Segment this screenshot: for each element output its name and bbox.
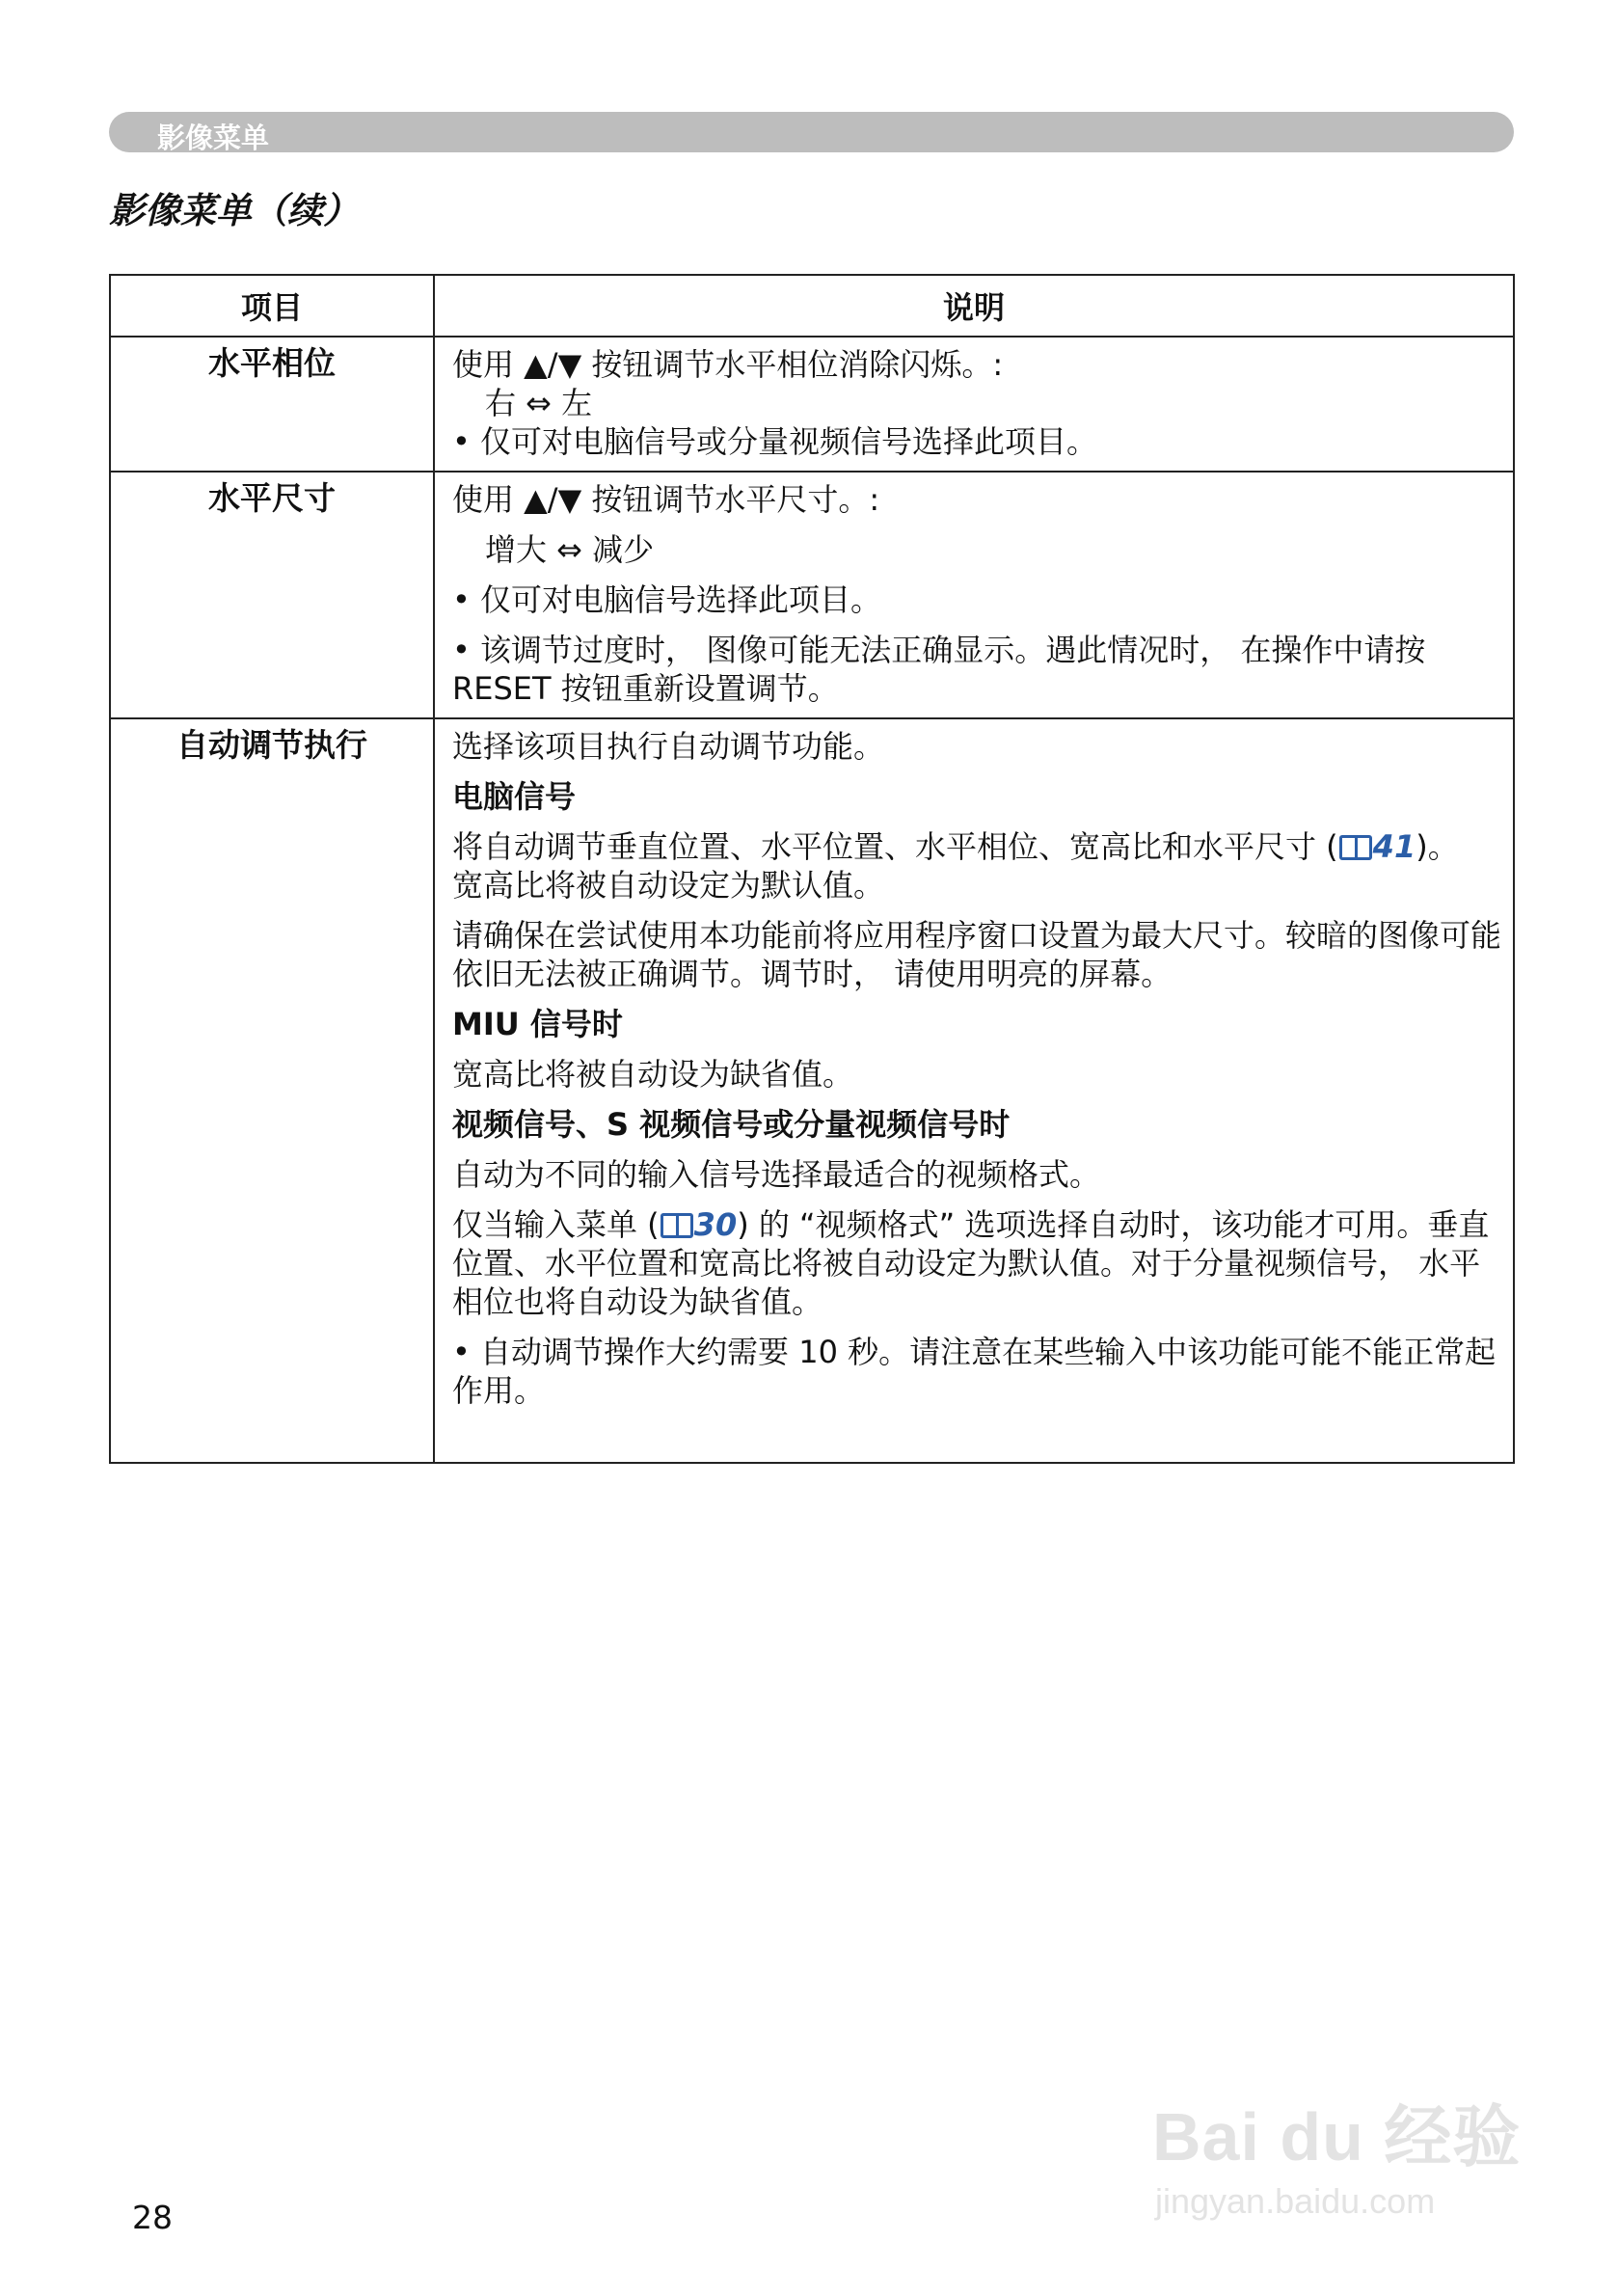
- desc-line: 使用 ▲/▼ 按钮调节水平尺寸。:: [452, 481, 880, 518]
- desc-auto-adjust: [434, 718, 1514, 1463]
- page-number: 28: [132, 2199, 173, 2236]
- table-row-h-size: [110, 472, 1514, 718]
- video-text-b2: ) 的 “视频格式” 选项选择自动时，该功能才可用。垂直位置、水平位置和宽高比将被自动设定为默认值。对于分量视频信号， 水平相位也将自动设为缺省值。: [452, 1206, 1490, 1320]
- desc-intro: 选择该项目执行自动调节功能。: [452, 728, 885, 765]
- desc-line: 使用 ▲/▼ 按钮调节水平相位消除闪烁。:: [452, 346, 1004, 383]
- book-icon: [1339, 835, 1372, 860]
- pc-text-a: 将自动调节垂直位置、水平位置、水平相位、宽高比和水平尺寸 (: [452, 828, 1338, 865]
- pc-text-b: )。: [1416, 828, 1459, 865]
- miu-signal-heading: MIU 信号时: [452, 1006, 623, 1042]
- column-header-item: 项目: [110, 275, 434, 337]
- section-header-label: 影像菜单: [157, 122, 270, 154]
- column-header-description: 说明: [434, 275, 1514, 337]
- item-h-phase: 水平相位: [110, 337, 434, 472]
- picture-menu-table: [109, 274, 1515, 1464]
- video-signal-text: 自动为不同的输入信号选择最适合的视频格式。: [452, 1156, 1101, 1193]
- video-signal-heading: 视频信号、S 视频信号或分量视频信号时: [452, 1106, 1011, 1143]
- table-row-h-phase: [110, 337, 1514, 472]
- auto-adjust-note: • 自动调节操作大约需要 10 秒。请注意在某些输入中该功能可能不能正常起作用。: [452, 1334, 1497, 1409]
- watermark-url: jingyan.baidu.com: [1155, 2181, 1436, 2221]
- pc-signal-text: [452, 827, 1501, 866]
- page-reference-link[interactable]: 41: [1372, 828, 1416, 865]
- page-title: 影像菜单（续）: [109, 190, 359, 231]
- pc-signal-heading: 电脑信号: [452, 778, 577, 815]
- desc-line: 右 ⇔ 左: [485, 385, 593, 421]
- page-reference-link[interactable]: 30: [693, 1206, 738, 1243]
- desc-line: • 仅可对电脑信号选择此项目。: [452, 581, 882, 618]
- video-text-b1: 仅当输入菜单 (: [452, 1206, 660, 1243]
- item-h-size: 水平尺寸: [110, 472, 434, 718]
- desc-h-size: [434, 472, 1514, 718]
- book-icon: [661, 1213, 693, 1238]
- table-row-auto-adjust: [110, 718, 1514, 1463]
- table-header-row: [110, 275, 1514, 337]
- section-header-bar: [109, 112, 1514, 152]
- desc-line: 增大 ⇔ 减少: [485, 531, 655, 568]
- desc-h-phase: [434, 337, 1514, 472]
- desc-line: • 仅可对电脑信号或分量视频信号选择此项目。: [452, 423, 1098, 460]
- miu-signal-text: 宽高比将被自动设为缺省值。: [452, 1056, 854, 1093]
- desc-line: • 该调节过度时， 图像可能无法正确显示。遇此情况时， 在操作中请按 RESET 按钮重新设置调节。: [452, 632, 1426, 707]
- pc-signal-default: 宽高比将被自动设定为默认值。: [452, 867, 885, 904]
- item-auto-adjust: 自动调节执行: [110, 718, 434, 1463]
- video-signal-detail: [452, 1205, 1501, 1321]
- pc-signal-note: 请确保在尝试使用本功能前将应用程序窗口设置为最大尺寸。较暗的图像可能依旧无法被正确调节。调节时， 请使用明亮的屏幕。: [452, 917, 1502, 992]
- watermark-logo: Bai du 经验: [1152, 2099, 1522, 2174]
